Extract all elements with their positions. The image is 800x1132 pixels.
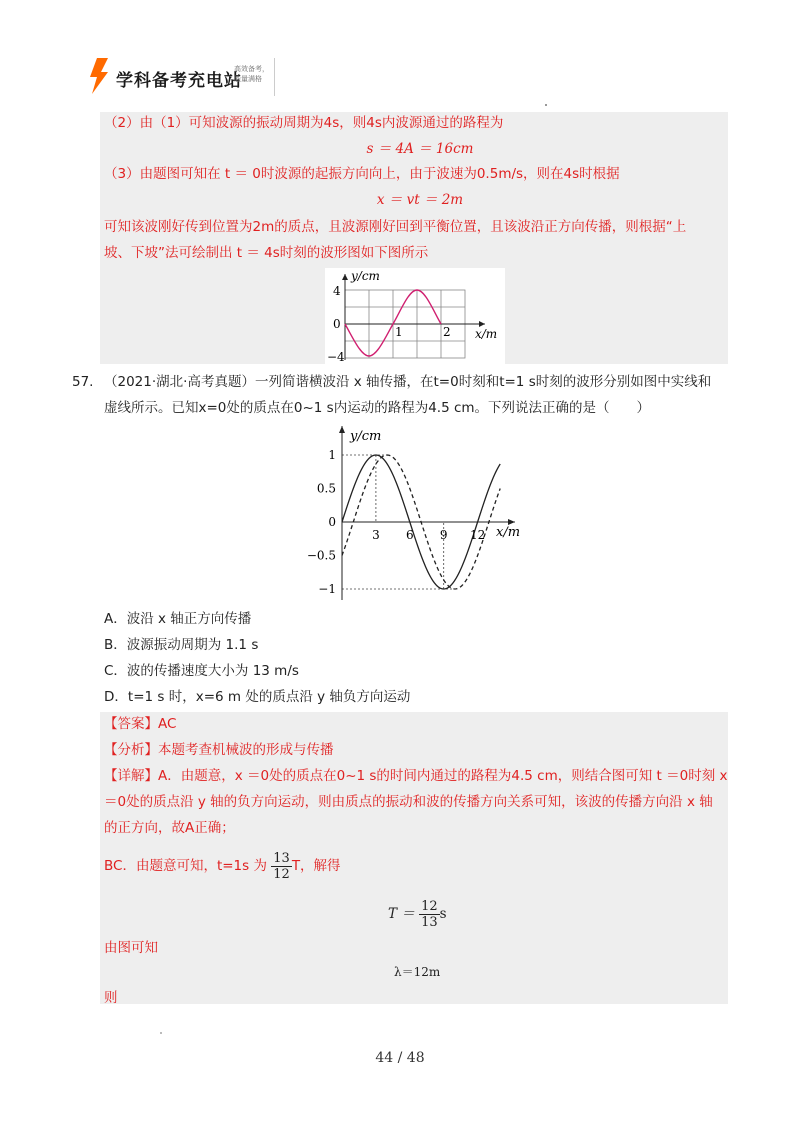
small-graph-xlabel: x/m	[475, 327, 498, 341]
question-number: 57.	[72, 374, 94, 390]
period-fraction-den: 13	[421, 914, 438, 930]
y-tick-label: 1	[328, 448, 336, 462]
header-dot	[545, 104, 547, 106]
footer-dot	[160, 1032, 162, 1034]
small-graph-tick-x2: 2	[443, 325, 451, 339]
wave-chart	[300, 420, 530, 605]
small-wave-graph	[325, 268, 505, 364]
period-equation	[388, 896, 447, 932]
small-graph-tick-neg4: −4	[327, 350, 345, 364]
brand-name: 学科备考充电站	[116, 71, 242, 91]
bc-fraction-num: 13	[273, 850, 290, 866]
y-tick-label: −1	[318, 582, 336, 596]
y-axis-label: y/cm	[350, 429, 382, 444]
question-line-2: 虚线所示。已知x=0处的质点在0~1 s内运动的路程为4.5 cm。下列说法正确的是（ ）	[104, 400, 651, 416]
option-b: B．波源振动周期为 1.1 s	[104, 637, 259, 653]
header-divider	[274, 58, 275, 96]
answer-line: 【答案】AC	[104, 716, 177, 732]
analysis-line: 【分析】本题考查机械波的形成与传播	[104, 742, 334, 758]
x-axis-label: x/m	[496, 525, 521, 540]
detail-line-3: 的正方向，故A正确；	[104, 820, 235, 836]
x-tick-label: 6	[405, 528, 414, 542]
question-line-1: （2021·湖北·高考真题）一列简谐横波沿 x 轴传播，在t=0时刻和t=1 s时刻的波形分别如图中实线和	[104, 374, 712, 390]
detail-line-2: ＝0处的质点沿 y 轴的负方向运动，则由质点的振动和波的传播方向关系可知，该波的传播方向沿 x 轴	[104, 794, 713, 810]
x-tick-label: 9	[439, 528, 448, 542]
bc-line	[104, 848, 341, 884]
bc-suffix: T，解得	[291, 858, 341, 874]
period-fraction-num: 12	[421, 898, 438, 914]
bc-fraction	[271, 851, 292, 882]
bc-prefix: BC．由题意可知，t=1s 为	[104, 858, 267, 874]
prev-solution-line-2: （3）由题图可知在 t ＝ 0时波源的起振方向向上，由于波速为0.5m/s，则在4s时根据	[104, 166, 620, 182]
from-graph-line: 由图可知	[104, 940, 158, 956]
y-tick-label: 0.5	[316, 481, 336, 496]
bc-fraction-den: 12	[273, 866, 290, 882]
prev-solution-line-1: （2）由（1）可知波源的振动周期为4s，则4s内波源通过的路程为	[104, 115, 504, 131]
y-axis-arrow	[339, 426, 345, 433]
prev-solution-eq-2: x ＝ vt ＝ 2m	[376, 192, 464, 208]
prev-solution-line-3: 可知该波刚好传到位置为2m的质点，且波源刚好回到平衡位置，且该波沿正方向传播，则根据“上	[104, 219, 687, 235]
small-graph-tick-0: 0	[333, 317, 341, 331]
page-number: 44 / 48	[375, 1050, 425, 1066]
x-tick-label: 12	[469, 528, 486, 542]
detail-line-1: 【详解】A．由题意，x ＝0处的质点在0~1 s的时间内通过的路程为4.5 cm，则结合图可知 t ＝0时刻 x	[104, 768, 728, 784]
header-logo	[88, 58, 278, 98]
prev-solution-line-4: 坡、下坡”法可绘制出 t ＝ 4s时刻的波形图如下图所示	[104, 245, 429, 261]
y-tick-label: 0	[328, 515, 336, 529]
x-tick-label: 3	[372, 528, 380, 542]
small-graph-tick-x1: 1	[395, 325, 403, 339]
y-tick-label: −0.5	[306, 548, 336, 563]
small-graph-tick-4: 4	[333, 284, 341, 298]
option-a: A．波沿 x 轴正方向传播	[104, 611, 252, 627]
period-fraction	[419, 899, 440, 930]
then-line: 则	[104, 990, 118, 1006]
option-d: D．t=1 s 时，x=6 m 处的质点沿 y 轴负方向运动	[104, 689, 411, 705]
brand-slogan: 高效备考，能量满格	[234, 65, 269, 83]
prev-solution-eq-1: s ＝ 4A ＝ 16cm	[366, 141, 474, 157]
lambda-equation: λ＝12m	[394, 965, 441, 979]
option-c: C．波的传播速度大小为 13 m/s	[104, 663, 299, 679]
period-lhs: T ＝	[388, 906, 415, 922]
lightning-bolt-icon	[88, 58, 110, 94]
period-unit: s	[439, 906, 447, 922]
small-graph-ylabel: y/cm	[351, 269, 380, 283]
